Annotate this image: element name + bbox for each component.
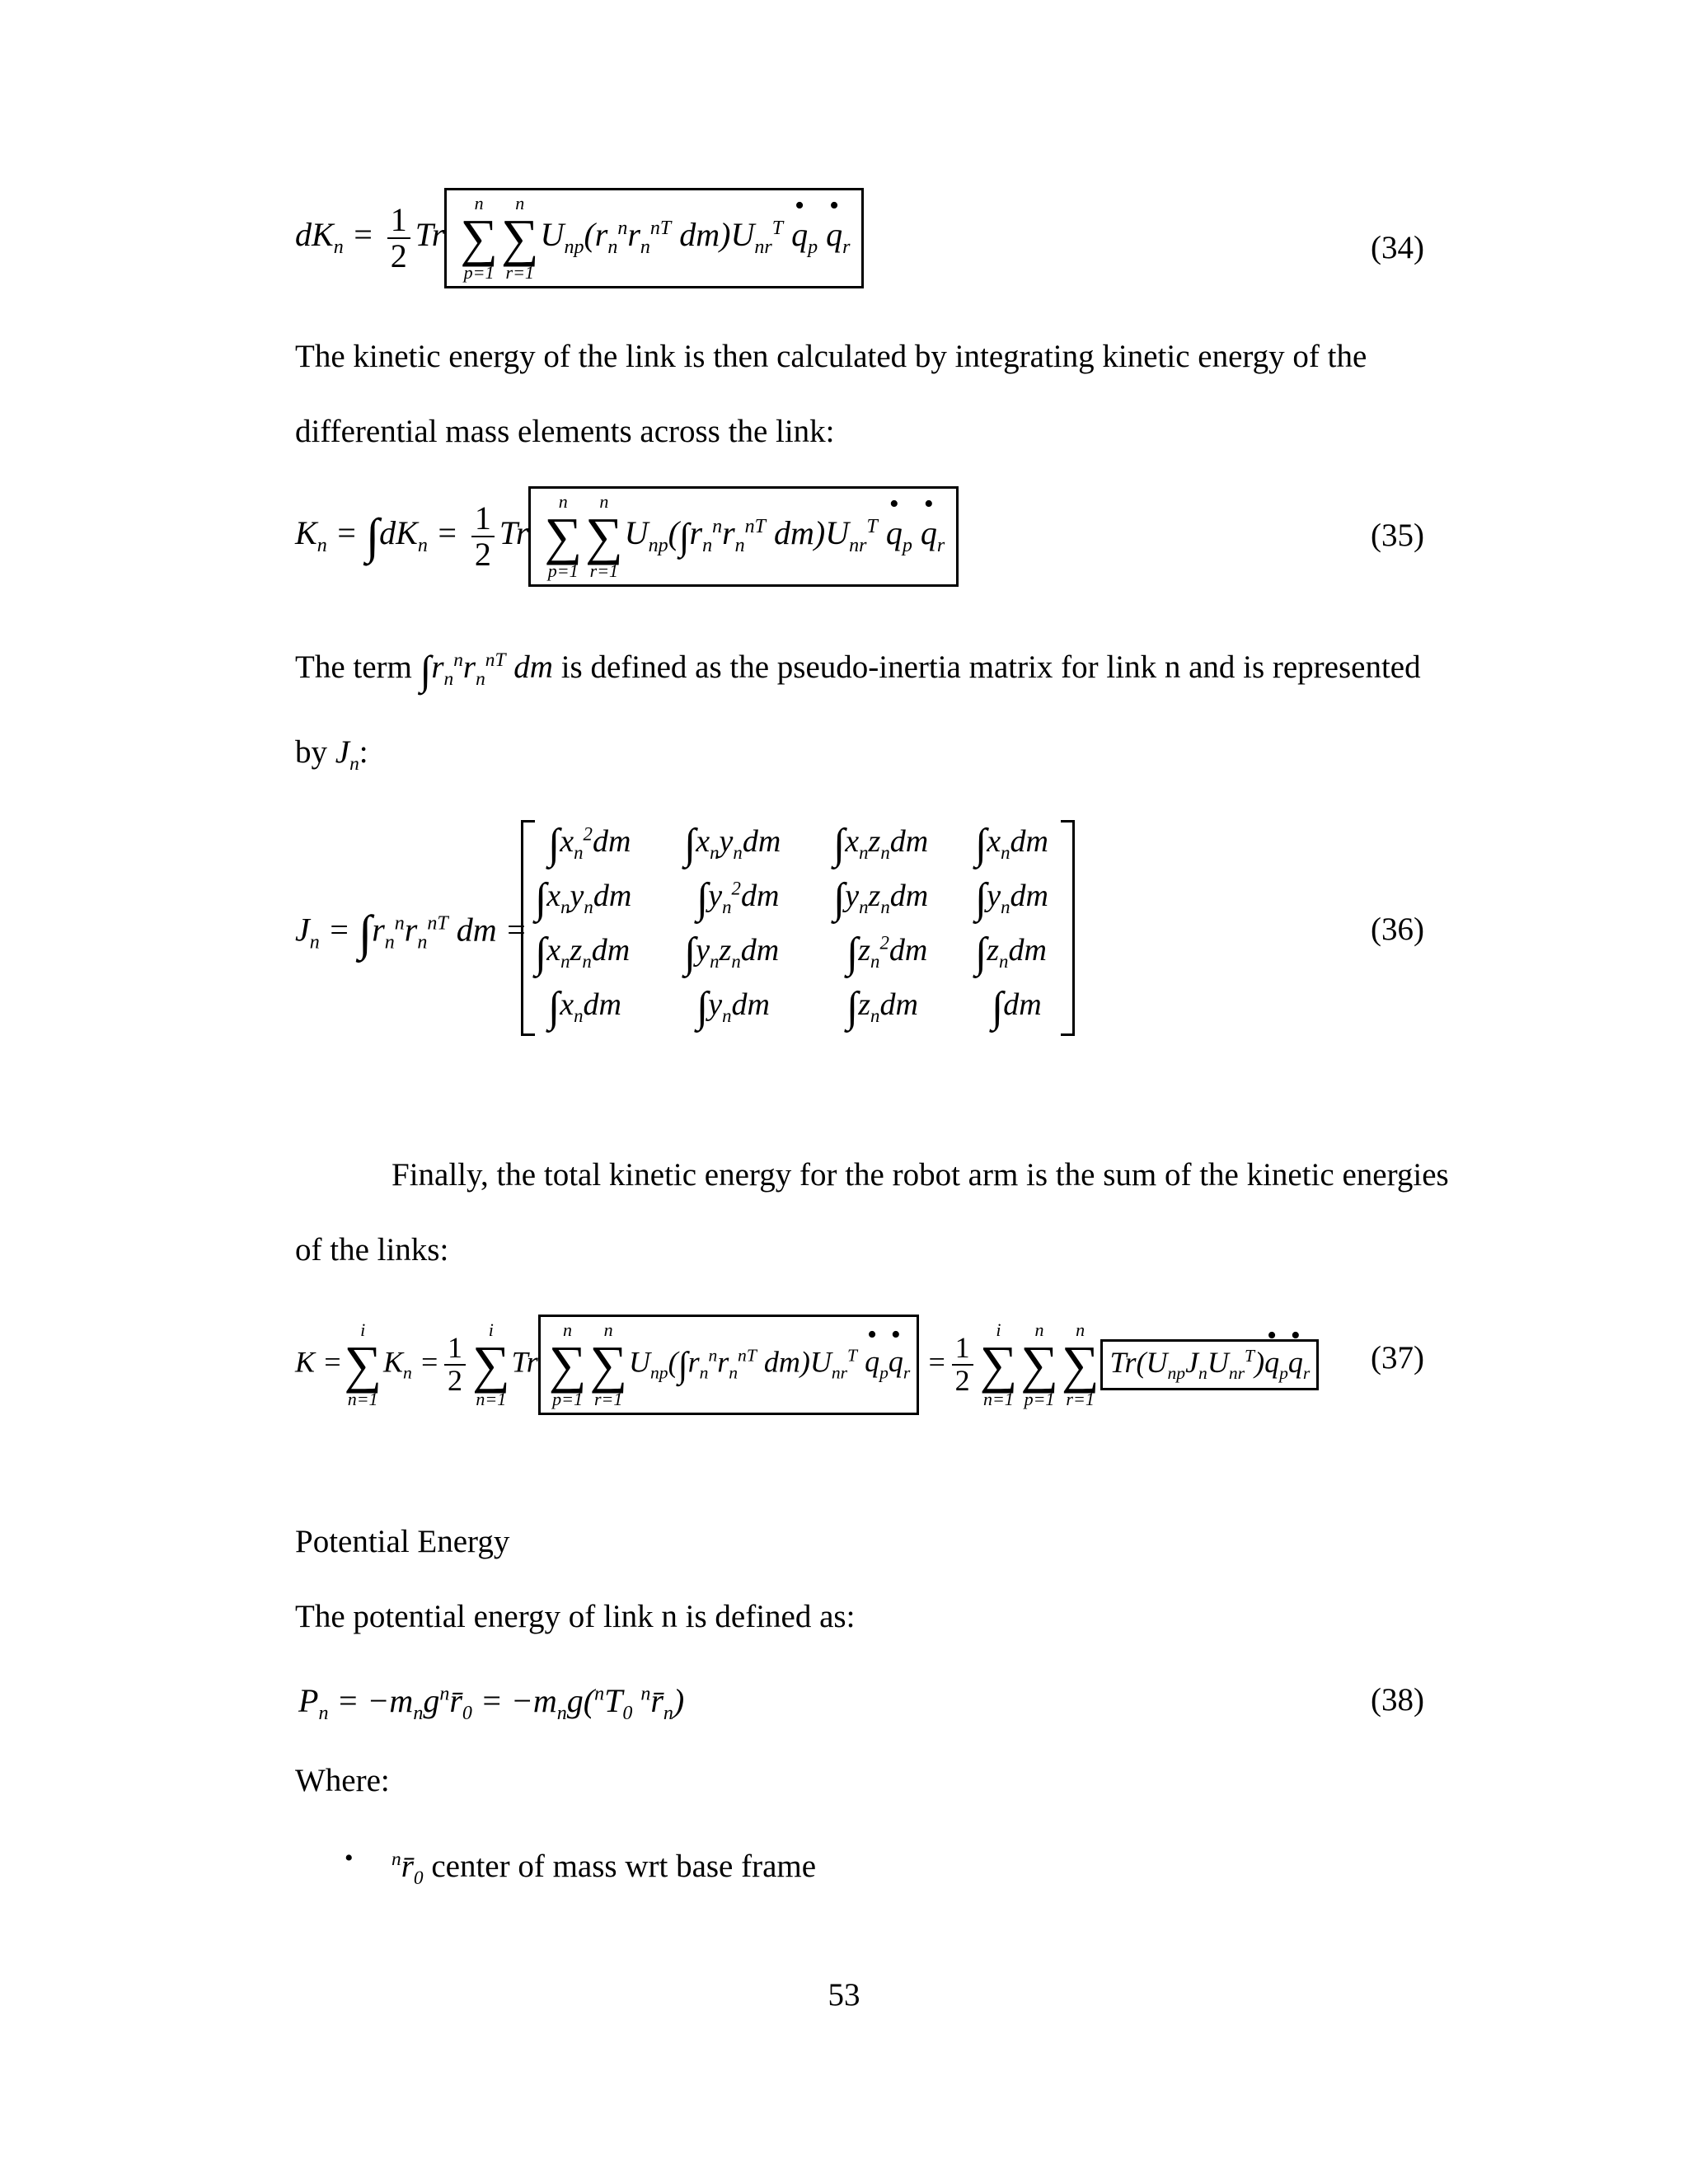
equation-number-37: (37): [1371, 1340, 1424, 1376]
equation-35: $K_n = \int dK_n$ = $\frac{1}{2}$ Tr n ∑ p=1 n ∑ r=1 $U_{np}(\int r_n^nr_n^{nT}$ $dm)U_{nr}^T$ • $q_p$ • $q_r$: [295, 486, 959, 587]
equation-36-lhs: $J_n = \int r_n^nr_n^{nT}$ dm =: [295, 906, 528, 960]
pseudo-inertia-matrix: $\int x_n^2dm$ $\int x_ny_ndm$ $\int x_nz_ndm$ $\int x_ndm$ $\int x_ny_ndm$ $\int y_n^2dm$ $\int y_nz_ndm$ $\int y_ndm$ $\int x_nz_ndm$ $\int y_nz_ndm$ $\int z_n^2dm$ $\int z_ndm$ $\int x_ndm$ $\int y_ndm$ $\int z_ndm$ ∫dm: [521, 820, 1075, 1036]
equation-number-35: (35): [1371, 518, 1424, 553]
where-label: Where:: [295, 1763, 390, 1798]
paragraph-line: of the links:: [295, 1232, 449, 1268]
page-number: 53: [828, 1977, 860, 2013]
term-prefix: The term: [295, 649, 412, 685]
equation-37: K = i ∑ n=1 $K_n$ = $\frac{1}{2}$ i ∑ n=1 Tr n ∑ p=1 n ∑ r=1 $U_{np}(\int r_n^nr_n^{nT}$ $dm)U_{nr}^T$ • $q_p•$ $q_r$ = $\frac{1}{2}$ i ∑ n=1 n ∑ p=1 n ∑ r=1 $Tr(U_{np}J_nU_{nr}^T)•$ $q_p•$ $q_r$: [295, 1315, 1319, 1415]
paragraph-line: The term $\int r_n^nr_n^{nT}$ dm is defined as the pseudo-inertia matrix for link n and is represented: [295, 647, 1421, 694]
bullet-item: $^nr̄_0$ center of mass wrt base frame: [392, 1849, 817, 1889]
paragraph-line: The kinetic energy of the link is then calculated by integrating kinetic energy of the: [295, 339, 1367, 374]
paragraph-line: Finally, the total kinetic energy for the robot arm is the sum of the kinetic energies: [392, 1157, 1449, 1193]
equation-34: $dK_n$ = $\frac{1}{2}$ Tr n ∑ p=1 n ∑ r=1 $U_{np}(r_n^nr_n^{nT}$ $dm)U_{nr}^T$ • $q_p$ • $q_r$: [295, 188, 864, 288]
equation-number-34: (34): [1371, 230, 1424, 265]
paragraph-line: by $J_n$:: [295, 734, 368, 775]
paragraph-line: The potential energy of link n is defined as:: [295, 1599, 856, 1634]
equation-38: $P_n$ = $-m_ng^nr̄_0 = -m_ng(^nT_0$ $^nr̄_n$): [298, 1682, 685, 1724]
equation-number-36: (36): [1371, 912, 1424, 947]
equation-number-38: (38): [1371, 1682, 1424, 1718]
section-heading: Potential Energy: [295, 1524, 510, 1559]
paragraph-line: differential mass elements across the link:: [295, 414, 835, 449]
term-suffix: is defined as the pseudo-inertia matrix for link n and is represented: [560, 649, 1421, 685]
bullet-icon: •: [345, 1844, 354, 1872]
